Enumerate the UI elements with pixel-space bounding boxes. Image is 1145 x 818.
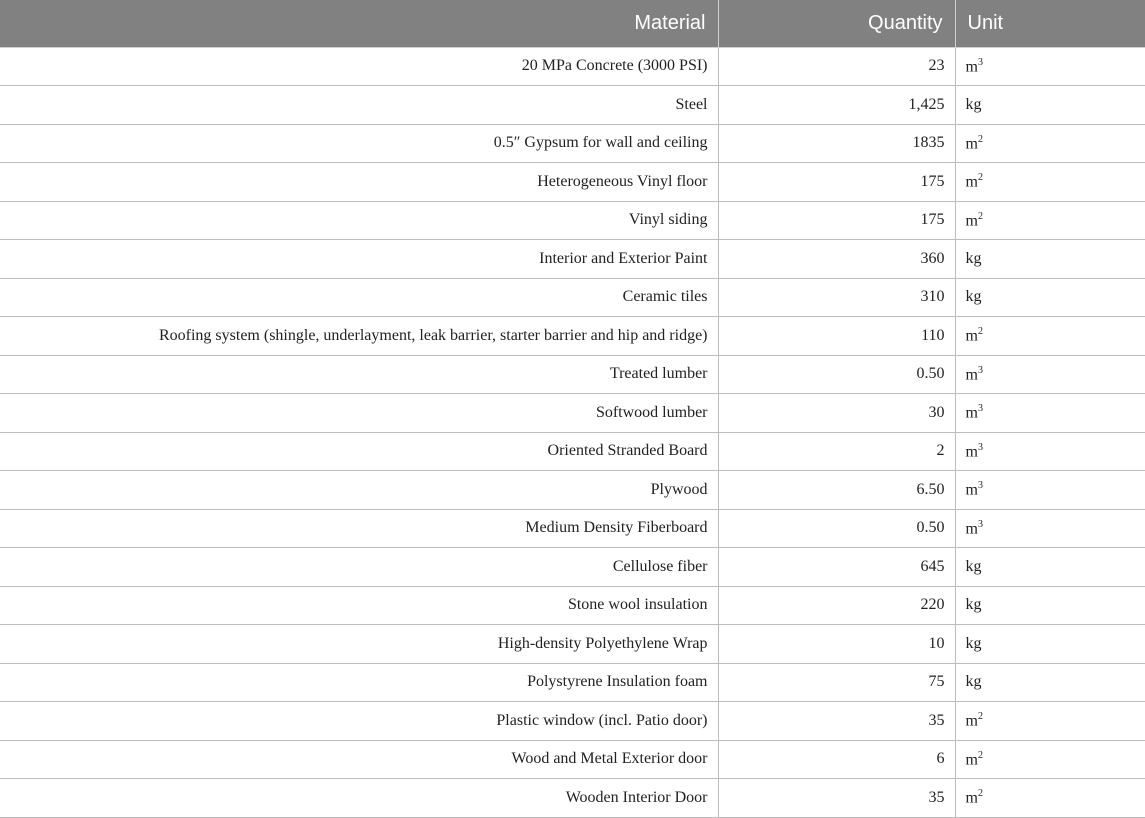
unit-base: m: [965, 789, 978, 807]
table-row: [0, 47, 1145, 86]
cell-unit: [955, 471, 1145, 510]
cell-quantity: 0.50: [718, 509, 955, 548]
cell-material: High-density Polyethylene Wrap: [0, 625, 718, 664]
cell-quantity: 75: [718, 663, 955, 702]
unit-base: kg: [965, 249, 982, 267]
unit-exponent: 2: [977, 210, 983, 222]
cell-quantity: 645: [718, 548, 955, 587]
unit-base: kg: [965, 634, 982, 652]
unit-exponent: 2: [977, 172, 983, 184]
unit-base: m: [965, 134, 978, 152]
cell-unit: [955, 432, 1145, 471]
cell-quantity: 175: [718, 163, 955, 202]
cell-material: Treated lumber: [0, 355, 718, 394]
unit-base: kg: [965, 95, 982, 113]
cell-material: Polystyrene Insulation foam: [0, 663, 718, 702]
cell-unit: [955, 740, 1145, 779]
cell-material: Vinyl siding: [0, 201, 718, 240]
cell-material: Plastic window (incl. Patio door): [0, 702, 718, 741]
cell-quantity: 6: [718, 740, 955, 779]
unit-base: m: [965, 173, 978, 191]
cell-material: Stone wool insulation: [0, 586, 718, 625]
cell-unit: [955, 779, 1145, 818]
unit-base: m: [965, 750, 978, 768]
unit-exponent: 3: [977, 518, 983, 530]
table-row: [0, 394, 1145, 433]
cell-material: Cellulose fiber: [0, 548, 718, 587]
unit-exponent: 2: [977, 711, 983, 723]
unit-base: m: [965, 365, 978, 383]
cell-unit: [955, 201, 1145, 240]
cell-unit: [955, 394, 1145, 433]
unit-exponent: 3: [977, 480, 983, 492]
cell-unit: [955, 124, 1145, 163]
table-row: [0, 779, 1145, 818]
table-row: [0, 663, 1145, 702]
unit-base: m: [965, 519, 978, 537]
table-row: [0, 702, 1145, 741]
cell-quantity: 1,425: [718, 86, 955, 125]
cell-unit: [955, 663, 1145, 702]
cell-quantity: 175: [718, 201, 955, 240]
cell-quantity: 1835: [718, 124, 955, 163]
table-row: [0, 509, 1145, 548]
table-row: [0, 625, 1145, 664]
unit-base: kg: [965, 288, 982, 306]
unit-exponent: 3: [977, 403, 983, 415]
unit-exponent: 2: [977, 133, 983, 145]
cell-material: Roofing system (shingle, underlayment, leak barrier, starter barrier and hip and ridge): [0, 317, 718, 356]
table-row: [0, 240, 1145, 279]
unit-exponent: 3: [977, 441, 983, 453]
table-row: [0, 432, 1145, 471]
table-row: [0, 471, 1145, 510]
table-row: [0, 163, 1145, 202]
cell-material: Interior and Exterior Paint: [0, 240, 718, 279]
cell-quantity: 2: [718, 432, 955, 471]
cell-quantity: 0.50: [718, 355, 955, 394]
unit-base: kg: [965, 673, 982, 691]
cell-unit: [955, 625, 1145, 664]
unit-base: m: [965, 481, 978, 499]
header-row: [0, 0, 1145, 47]
cell-material: 0.5″ Gypsum for wall and ceiling: [0, 124, 718, 163]
cell-unit: [955, 702, 1145, 741]
table-row: [0, 124, 1145, 163]
unit-base: m: [965, 327, 978, 345]
unit-exponent: 2: [977, 326, 983, 338]
cell-quantity: 23: [718, 47, 955, 86]
cell-material: Softwood lumber: [0, 394, 718, 433]
unit-base: m: [965, 442, 978, 460]
unit-base: kg: [965, 557, 982, 575]
cell-unit: [955, 586, 1145, 625]
cell-material: Medium Density Fiberboard: [0, 509, 718, 548]
table-row: [0, 317, 1145, 356]
cell-unit: [955, 355, 1145, 394]
unit-exponent: 3: [977, 56, 983, 68]
table-row: [0, 548, 1145, 587]
cell-material: Steel: [0, 86, 718, 125]
header-material: Material: [0, 0, 718, 47]
cell-unit: [955, 47, 1145, 86]
cell-unit: [955, 163, 1145, 202]
header-quantity: Quantity: [718, 0, 955, 47]
table-row: [0, 740, 1145, 779]
cell-unit: [955, 240, 1145, 279]
cell-material: Heterogeneous Vinyl floor: [0, 163, 718, 202]
table-row: [0, 86, 1145, 125]
table-row: [0, 278, 1145, 317]
unit-base: m: [965, 404, 978, 422]
cell-quantity: 35: [718, 779, 955, 818]
cell-material: Ceramic tiles: [0, 278, 718, 317]
unit-exponent: 2: [977, 749, 983, 761]
cell-unit: [955, 317, 1145, 356]
unit-exponent: 3: [977, 364, 983, 376]
unit-base: kg: [965, 596, 982, 614]
cell-unit: [955, 86, 1145, 125]
cell-material: Wooden Interior Door: [0, 779, 718, 818]
cell-quantity: 10: [718, 625, 955, 664]
table-row: [0, 355, 1145, 394]
cell-quantity: 310: [718, 278, 955, 317]
cell-material: Plywood: [0, 471, 718, 510]
cell-unit: [955, 278, 1145, 317]
unit-base: m: [965, 712, 978, 730]
cell-quantity: 360: [718, 240, 955, 279]
cell-quantity: 220: [718, 586, 955, 625]
table-body: [0, 47, 1145, 817]
cell-quantity: 35: [718, 702, 955, 741]
unit-base: m: [965, 211, 978, 229]
cell-material: 20 MPa Concrete (3000 PSI): [0, 47, 718, 86]
unit-base: m: [965, 57, 978, 75]
table-row: [0, 201, 1145, 240]
cell-material: Wood and Metal Exterior door: [0, 740, 718, 779]
cell-quantity: 6.50: [718, 471, 955, 510]
cell-material: Oriented Stranded Board: [0, 432, 718, 471]
table-row: [0, 586, 1145, 625]
cell-quantity: 30: [718, 394, 955, 433]
cell-quantity: 110: [718, 317, 955, 356]
header-unit: Unit: [955, 0, 1145, 47]
unit-exponent: 2: [977, 788, 983, 800]
cell-unit: [955, 548, 1145, 587]
table-header: [0, 0, 1145, 47]
cell-unit: [955, 509, 1145, 548]
